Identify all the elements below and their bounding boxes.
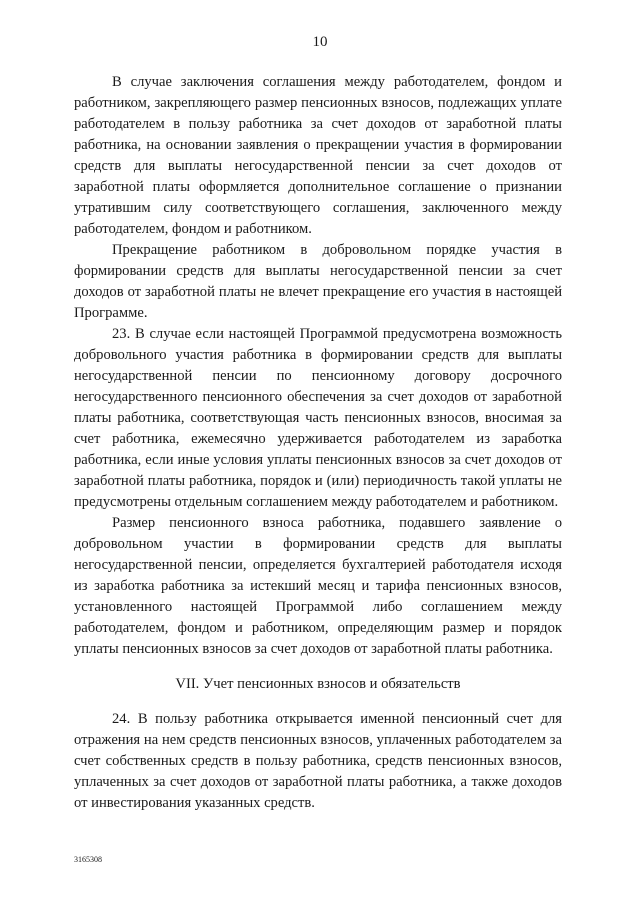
paragraph-item-23: 23. В случае если настоящей Программой предусмотрена возможность добровольного участия работника в формировании средств для выплаты негосударственной пенсии по пенсионному договору досрочного негосударственного пенсионного обеспечения за счет доходов от заработной платы работника, соответствующая часть пенсионных взносов, вносимая за счет работника, ежемесячно удерживается работодателем из заработка работника, если иные условия уплаты пенсионных взносов за счет доходов от заработной платы работника, порядок и (или) периодичность такой уплаты не предусмотрены отдельным соглашением между работодателем и работником. (74, 326, 562, 510)
page-number: 10 (312, 34, 328, 50)
section-heading: VII. Учет пенсионных взносов и обязательств (175, 676, 461, 692)
paragraph-voluntary-termination: Прекращение работником в добровольном порядке участия в формировании средств для выплаты негосударственной пенсии за счет доходов от заработной платы не влечет прекращение его участия в настоящей Программе. (74, 242, 562, 321)
paragraph-item-24: 24. В пользу работника открывается именной пенсионный счет для отражения на нем средств пенсионных взносов, уплаченных работодателем за счет собственных средств в пользу работника, средств пенсионных взносов, уплаченных за счет доходов от заработной платы работника, а также доходов от инвестирования указанных средств. (74, 711, 562, 811)
document-body (74, 72, 562, 814)
paragraph-agreement-termination: В случае заключения соглашения между работодателем, фондом и работником, закрепляющего размер пенсионных взносов, подлежащих уплате работодателем в пользу работника за счет доходов от заработной платы работника, на основании заявления о прекращении участия в формировании средств для выплаты негосударственной пенсии за счет доходов от заработной платы оформляется дополнительное соглашение о признании утратившим силу соответствующего соглашения, заключенного между работодателем, фондом и работником. (74, 74, 562, 237)
document-code: 3165308 (74, 855, 102, 864)
paragraph-contribution-size: Размер пенсионного взноса работника, подавшего заявление о добровольном участии в формировании средств для выплаты негосударственной пенсии, определяется бухгалтерией работодателя исходя из заработка работника за истекший месяц и тарифа пенсионных взносов, установленного настоящей Программой либо соглашением между работодателем, фондом и работником, определяющим размер и порядок уплаты пенсионных взносов за счет доходов от заработной платы работника. (74, 515, 562, 657)
